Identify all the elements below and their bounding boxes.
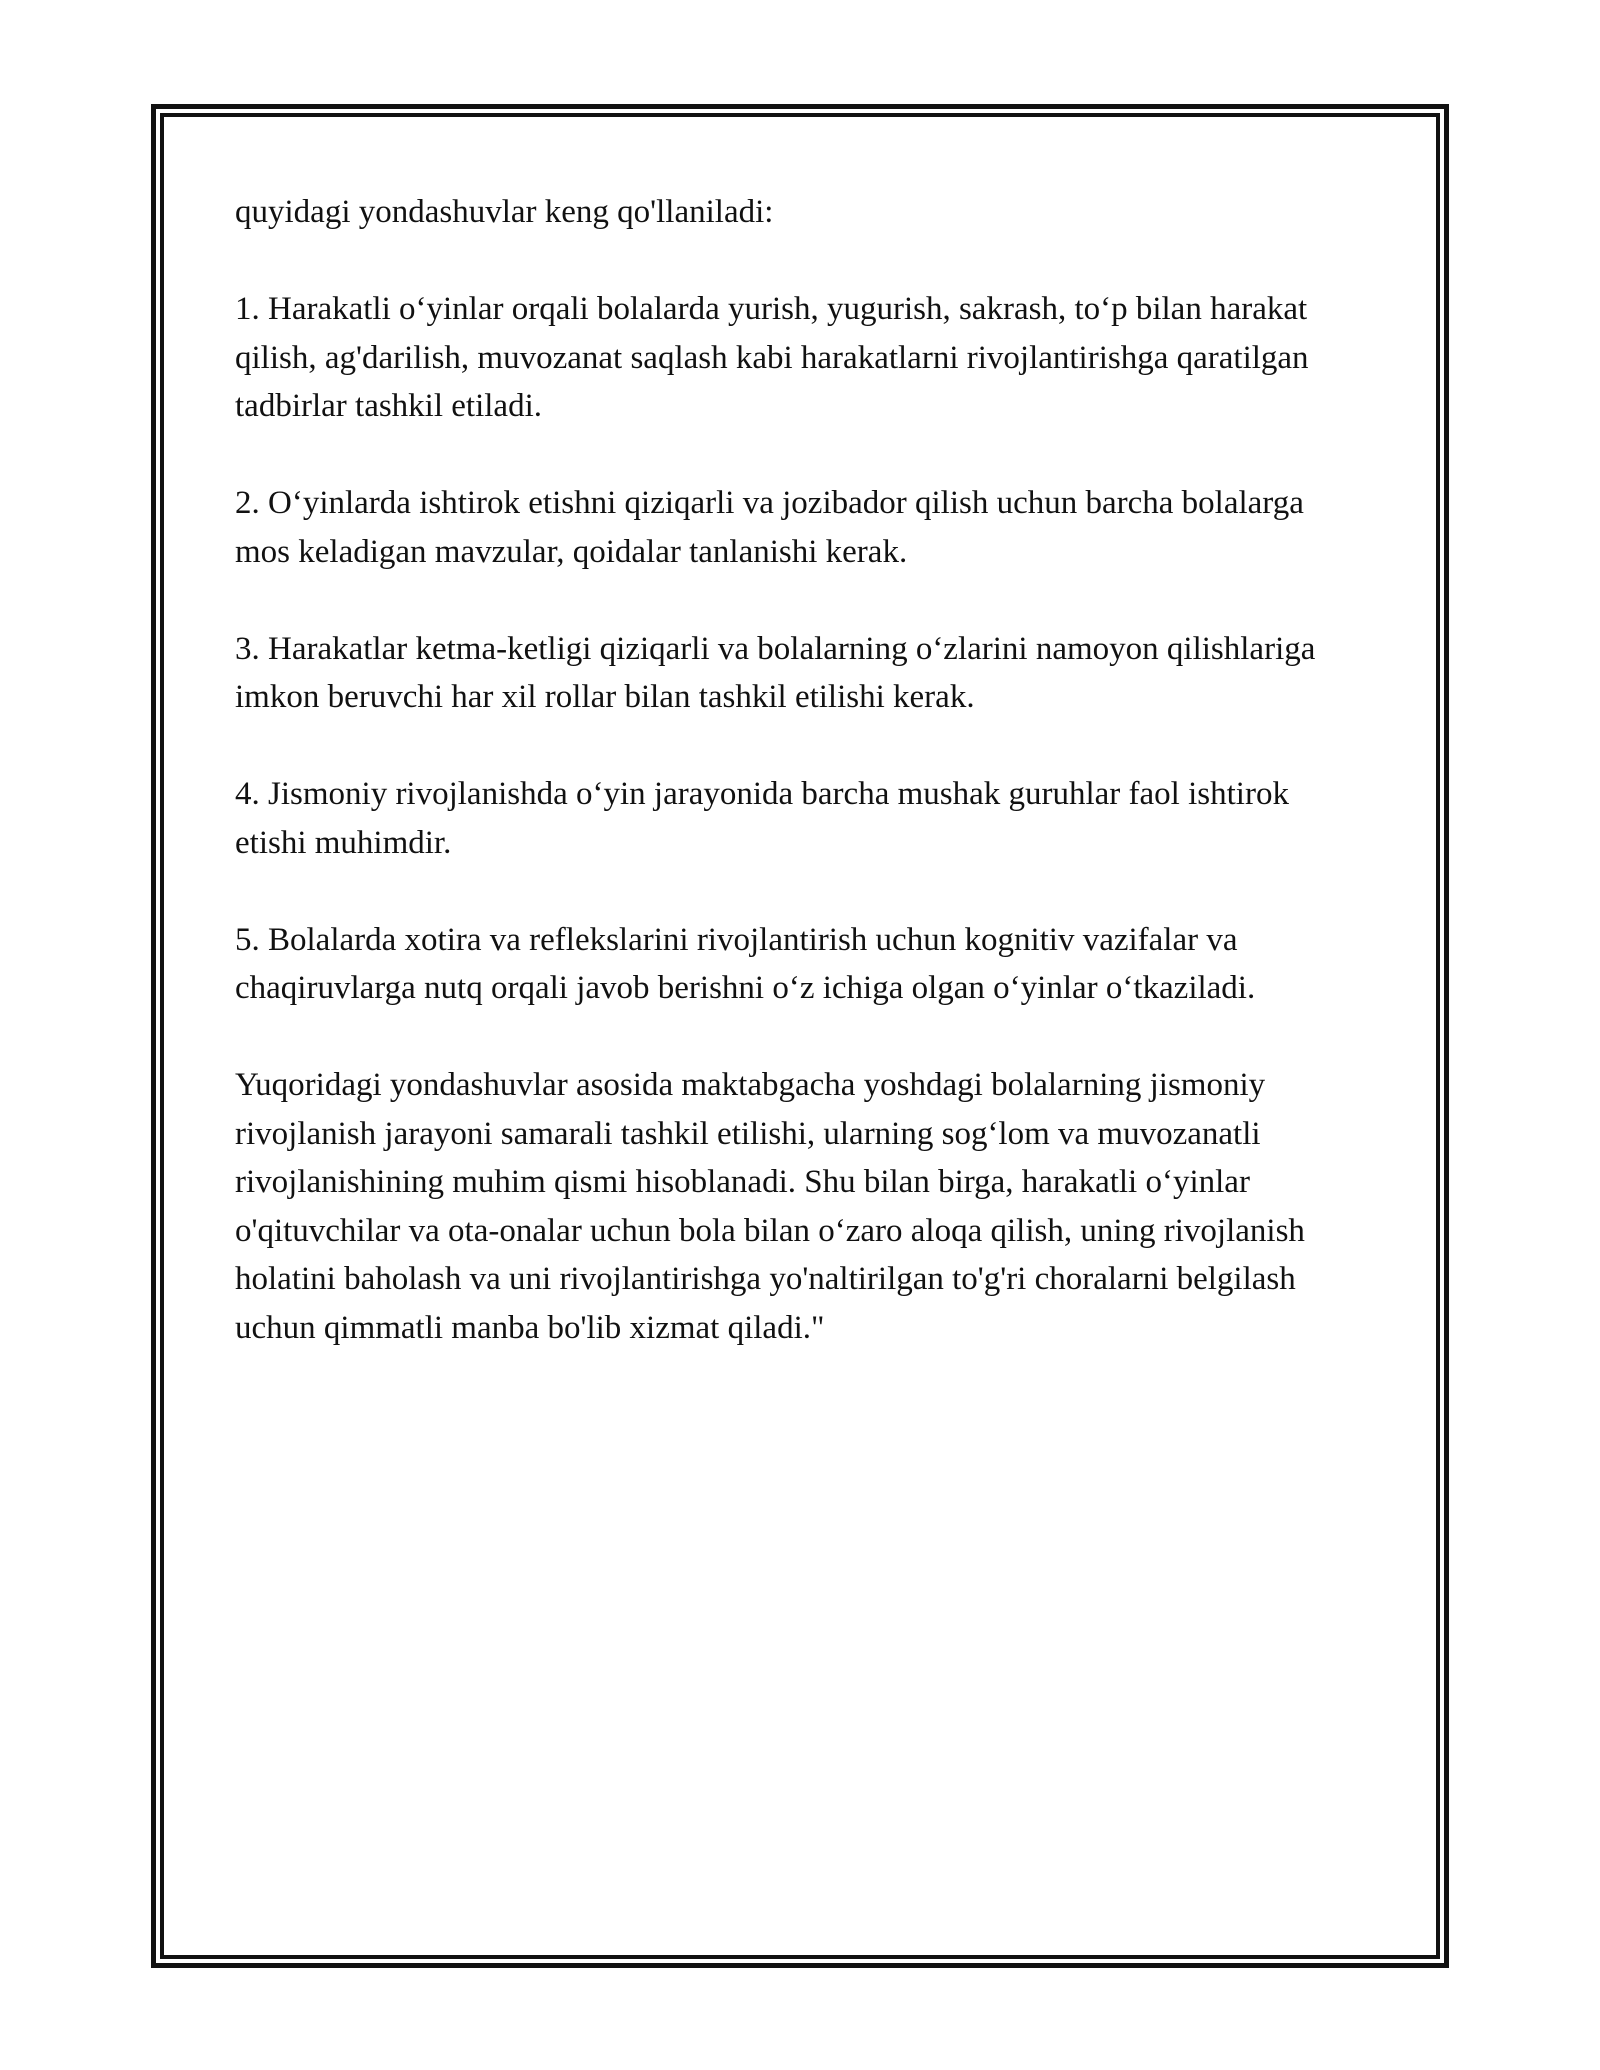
- document-body: [235, 188, 1365, 1352]
- list-item-2: 2. O‘yinlarda ishtirok etishni qiziqarli va jozibador qilish uchun barcha bolalarga mos keladigan mavzular, qoidalar tanlanishi kerak.: [235, 485, 1304, 570]
- list-item-3: 3. Harakatlar ketma-ketligi qiziqarli va bolalarning o‘zlarini namoyon qilishlariga imkon beruvchi har xil rollar bilan tashkil etilishi kerak.: [235, 630, 1316, 715]
- list-item-1: 1. Harakatli o‘yinlar orqali bolalarda yurish, yugurish, sakrash, to‘p bilan harakat qilish, ag'darilish, muvozanat saqlash kabi harakatlarni rivojlantirishga qaratilgan tadbirlar tashkil etiladi.: [235, 291, 1309, 424]
- conclusion-paragraph: Yuqoridagi yondashuvlar asosida maktabgacha yoshdagi bolalarning jismoniy rivojlanish jarayoni samarali tashkil etilishi, ularning sog‘lom va muvozanatli rivojlanishining muhim qismi hisoblanadi. Shu bilan birga, harakatli o‘yinlar o'qituvchilar va ota-onalar uchun bola bilan o‘zaro aloqa qilish, uning rivojlanish holatini baholash va uni rivojlantirishga yo'naltirilgan to'g'ri choralarni belgilash uchun qimmatli manba bo'lib xizmat qiladi.": [235, 1067, 1305, 1346]
- list-item-5: 5. Bolalarda xotira va reflekslarini rivojlantirish uchun kognitiv vazifalar va chaqiruvlarga nutq orqali javob berishni o‘z ichiga olgan o‘yinlar o‘tkaziladi.: [235, 921, 1256, 1006]
- intro-paragraph: quyidagi yondashuvlar keng qo'llaniladi:: [235, 194, 774, 230]
- list-item-4: 4. Jismoniy rivojlanishda o‘yin jarayonida barcha mushak guruhlar faol ishtirok etishi muhimdir.: [235, 776, 1289, 861]
